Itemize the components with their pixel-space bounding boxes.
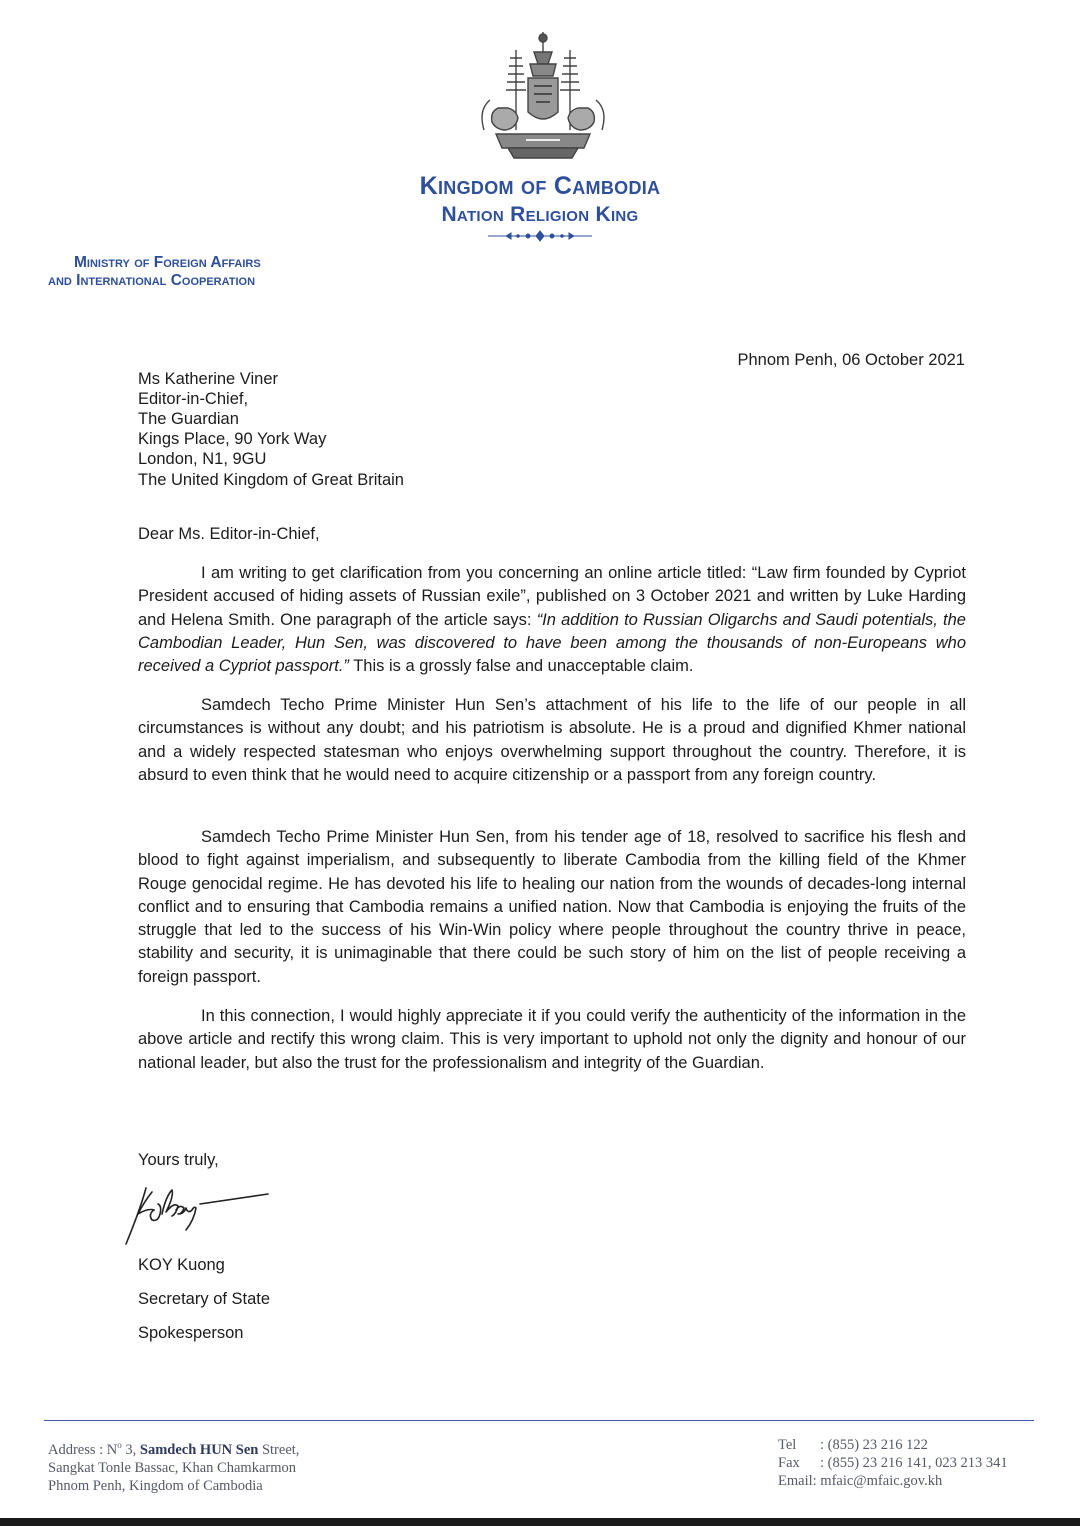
body-paragraph-2: Samdech Techo Prime Minister Hun Sen’s attachment of his life to the life of our people in all circumstances is without any doubt; and his patriotism is absolute. He is a proud and dignified Khmer national and a widely respected statesman who enjoys overwhelming support throughout the country. Therefore, it is absurd to even think that he would need to acquire citizenship or a passport from any foreign country. (138, 696, 966, 784)
footer-address-line-2: Sangkat Tonle Bassac, Khan Chamkarmon (48, 1459, 296, 1476)
footer-address-line-1 (48, 1436, 299, 1459)
royal-coat-of-arms-icon (468, 30, 618, 165)
tel-label: Tel (778, 1437, 797, 1453)
letter-date: Phnom Penh, 06 October 2021 (737, 351, 965, 369)
body-paragraph-4: In this connection, I would highly appreciate it if you could verify the authenticity of the information in the above article and rectify this wrong claim. This is very important to uphold not only the dignity and honour of our national leader, but also the trust for the professionalism and integrity of the Guardian. (138, 1007, 966, 1072)
fax-value: : (855) 23 216 141, 023 213 341 (820, 1455, 1008, 1471)
salutation: Dear Ms. Editor-in-Chief, (138, 525, 320, 543)
divider-ornament-icon (488, 229, 592, 243)
signatory-role: Spokesperson (138, 1324, 244, 1342)
address-street: Samdech HUN Sen (139, 1441, 259, 1458)
address-number-sup: o (117, 1440, 122, 1450)
signatory-title: Secretary of State (138, 1290, 271, 1308)
footer-contact (778, 1436, 1008, 1490)
handwritten-signature (118, 1180, 278, 1255)
email-label: Email (778, 1473, 813, 1489)
recipient-title: Editor-in-Chief, (138, 390, 249, 408)
footer-address (48, 1436, 299, 1495)
recipient-city: London, N1, 9GU (138, 450, 267, 468)
body-paragraph-3: Samdech Techo Prime Minister Hun Sen, from his tender age of 18, resolved to sacrifice his flesh and blood to fight against imperialism, and subsequently to liberate Cambodia from the killing field of the Khmer Rouge genocidal regime. He has devoted his life to healing our nation from the wounds of decades-long internal conflict and to ensuring that Cambodia remains a unified nation. Now that Cambodia is enjoying the fruits of the struggle that led to the success of his Win-Win policy where people throughout the country thrive in peace, stability and security, it is unimaginable that there could be such story of him on the list of people receiving a foreign passport. (138, 828, 966, 986)
address-number: 3, (121, 1441, 140, 1458)
footer-email (778, 1472, 1008, 1490)
address-label: Address : N (48, 1441, 118, 1458)
closing: Yours truly, (138, 1151, 219, 1169)
recipient-country: The United Kingdom of Great Britain (138, 471, 404, 489)
national-motto: Nation Religion King (441, 203, 639, 226)
tel-value: : (855) 23 216 122 (820, 1437, 928, 1453)
footer-fax (778, 1454, 1008, 1472)
recipient-street: Kings Place, 90 York Way (138, 430, 327, 448)
signatory-name: KOY Kuong (138, 1256, 225, 1274)
address-street-suffix: Street, (258, 1441, 300, 1458)
email-link[interactable]: : mfaic@mfaic.gov.kh (812, 1473, 943, 1489)
ministry-name-line-1: Ministry of Foreign Affairs (74, 254, 261, 271)
kingdom-title: Kingdom of Cambodia (419, 172, 661, 200)
ministry-name-line-2: and International Cooperation (48, 272, 256, 289)
recipient-name: Ms Katherine Viner (138, 370, 279, 388)
footer-tel (778, 1436, 1008, 1454)
paragraph-1-text: I am writing to get clarification from you concerning an online article titled: “Law firm founded by Cypriot President accused of hiding assets of Russian exile”, published on 3 October 2021 and written by Luke Harding and Helena Smith. One paragraph of the article says: (138, 564, 966, 629)
paragraph-1-conclusion: This is a grossly false and unacceptable claim. (348, 657, 694, 676)
article-quote: “In addition to Russian Oligarchs and Saudi potentials, the Cambodian Leader, Hun Sen, was discovered to have been among the thousands of non-Europeans who received a Cypriot passport.” (138, 610, 966, 676)
footer-divider (44, 1420, 1034, 1421)
footer-address-line-3: Phnom Penh, Kingdom of Cambodia (48, 1477, 263, 1494)
body-paragraph-1 (138, 562, 966, 678)
scan-edge-bar (0, 1518, 1080, 1526)
recipient-organization: The Guardian (138, 410, 239, 428)
fax-label: Fax (778, 1455, 800, 1471)
